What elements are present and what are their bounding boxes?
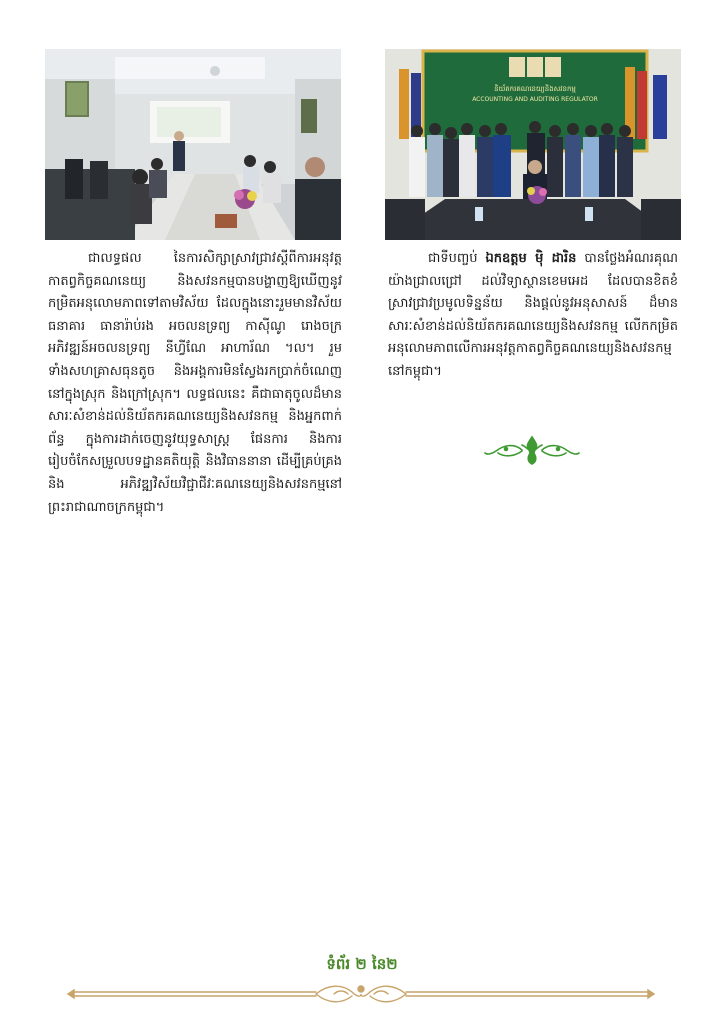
training-session-photo [45,49,341,240]
group-photo-image [385,49,681,240]
right-paragraph-prefix: ជាទីបញ្ចប់ [428,251,486,266]
footer-divider-ornament-icon [66,980,656,1008]
left-text-column [48,248,342,519]
page-number: ទំព័រ ២ នៃ២ [326,955,398,973]
right-paragraph [388,248,678,384]
left-paragraph: ជាលទ្ធផល នៃការសិក្សាស្រាវជ្រាវស្ដីពីការអនុវត្តកាតព្វកិច្ចគណនេយ្យ និងសវនកម្មបានបង្ហាញឱ្យឃើញនូវកម្រិតអនុលោមភាពទៅតាមវិស័យ ដែលក្នុងនោះរួមមានវិស័យធនាគារ ធានារ៉ាប់រង អចលនទ្រព្យ កាស៊ីណូ រោងចក្រ អភិវឌ្ឍន៍អចលនទ្រព្យ នីហ្វីណែ អាហារ័ណ ។ល។ រួមទាំងសហគ្រាសធុនតូច និងអង្គការមិនស្វែងរកប្រាក់ចំណេញ នៅក្នុងស្រុក និងក្រៅស្រុក។ លទ្ធផលនេះ គឺជាធាតុចូលដ៏មានសារៈសំខាន់ដល់និយ័តករគណនេយ្យនិងសវនកម្ម និងអ្នកពាក់ព័ន្ធ ក្នុងការដាក់ចេញនូវយុទ្ធសាស្ត្រ ផែនការ និងការរៀបចំកែសម្រួលបទដ្ឋានគតិយុត្តិ និងវិធាននានា ដើម្បីគ្រប់គ្រង និង អភិវឌ្ឍវិស័យវិជ្ជាជីវៈគណនេយ្យនិងសវនកម្មនៅព្រះរាជាណាចក្រកម្ពុជា។ [48,251,342,515]
group-photo [385,49,681,240]
training-session-image [45,49,341,240]
banner-english-text: ACCOUNTING AND AUDITING REGULATOR [472,96,598,103]
floral-ornament-icon [484,433,580,467]
official-name: ឯកឧត្តម ម៉ិ ដារិន [485,251,577,266]
right-text-column [388,248,678,384]
right-paragraph-rest: បានថ្លែងអំណរគុណយ៉ាងជ្រាលជ្រៅ ដល់វិទ្យាស្ថានខេមអេដ ដែលបានខិតខំស្រាវជ្រាវប្រមូលទិន្នន័យ និងផ្ដល់នូវអនុសាសន៍ ដ៏មានសារៈសំខាន់ដល់និយ័តករគណនេយ្យនិងសវនកម្ម លើកកម្រិតអនុលោមភាពលើការអនុវត្តកាតព្វកិច្ចគណនេយ្យនិងសវនកម្មនៅកម្ពុជា។ [388,251,678,379]
banner-khmer-text: និយ័តករគណនេយ្យនិងសវនកម្ម [494,85,576,93]
